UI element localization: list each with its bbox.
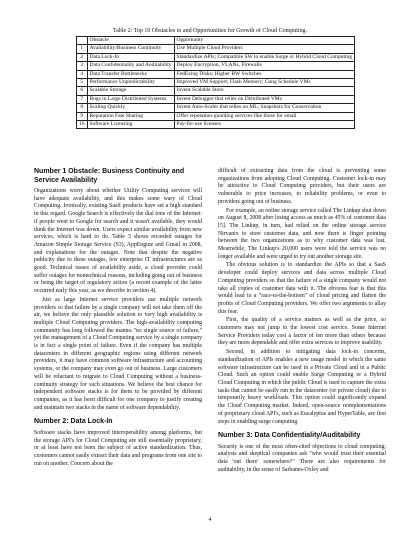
row-obstacle: Software Licensing <box>87 120 174 128</box>
row-number: 3 <box>77 62 88 70</box>
paragraph: Just as large Internet service providers use multiple network providers so that failure by a single company will not take them off the air, we believe the only plausible solution to very high availability is multiple Cloud Computing providers. The high-availability computing community has long followed the mantra "no single source of failure," yet the management of a Cloud Computing service by a single company is in fact a single point of failure. Even if the company has multiple datacenters in different geographic regions using different network providers, it may have common software infrastructure and accounting systems, or the company may even go out of business. Large customers will be reluctant to migrate to Cloud Computing without a business-continuity strategy for such situations. We believe the best chance for independent software stacks is for them to be provided by different companies, as it has been difficult for one company to justify creating and maintain two stacks in the name of software dependability. <box>34 296 202 411</box>
table-row <box>77 87 355 95</box>
table-row <box>77 112 355 120</box>
section-heading-obstacle-1: Number 1 Obstacle: Business Continuity and Service Availability <box>34 168 185 184</box>
paragraph: The obvious solution is to standardize the APIs so that a SaaS developer could deploy services and data across multiple Cloud Computing providers so that the failure of a single company would not take all copies of customer data with it. The obvious fear is that this would lead to a "race-to-the-bottom" of cloud pricing and flatten the profits of Cloud Computing providers. We offer two arguments to allay this fear. <box>218 262 386 315</box>
row-obstacle: Availability/Business Continuity <box>87 45 174 53</box>
paragraph: Security is one of the most often-cited objections to cloud computing; analysts and skeptical companies ask "who would trust their essential data 'out there' somewhere?" There are also requirements for auditability, in the sense of Sarbanes-Oxley and <box>218 443 386 473</box>
row-number: 5 <box>77 78 88 86</box>
row-opportunity: Improved VM Support; Flash Memory; Gang Schedule VMs <box>174 78 354 86</box>
row-opportunity: Use Multiple Cloud Providers <box>174 45 354 53</box>
right-column <box>218 168 386 476</box>
table-caption: Table 2: Top 10 Obstacles to and Opportunities for Growth of Cloud Computing. <box>112 28 308 34</box>
row-obstacle: Reputation Fate Sharing <box>87 112 174 120</box>
header-number <box>77 37 88 45</box>
table-row <box>77 62 355 70</box>
header-opportunity: Opportunity <box>174 37 354 45</box>
row-number: 2 <box>77 53 88 61</box>
table-row <box>77 78 355 86</box>
paragraph: First, the quality of a service matters as well as the price, so customers may not jump to the lowest cost service. Some Internet Service Providers today cost a factor of ten more than others because they are more dependable and offer extra services to improve usability. <box>218 317 386 347</box>
row-number: 10 <box>77 120 88 128</box>
header-obstacle: Obstacle <box>87 37 174 45</box>
row-number: 9 <box>77 112 88 120</box>
paragraph: Software stacks have improved interoperability among platforms, but the storage API's for Cloud Computing are still essentially proprietary, or at least have not been the subject of active standardization. Thus, customers cannot easily extract their data and programs from one site to run on another. Concern about the <box>34 429 202 467</box>
table-row <box>77 120 355 128</box>
row-number: 7 <box>77 95 88 103</box>
paragraph: For example, an online storage service called The Linkup shut down on August 8, 2008 after losing access as much as 45% of customer data [5]. The Linkup, in turn, had relied on the online storage service Nirvanix to store customer data, and now there is finger pointing between the two organizations as to why customer data was lost. Meanwhile, The Linkup's 20,000 users were told the service was no longer available and were urged to try out another storage site. <box>218 207 386 260</box>
row-opportunity: Deploy Encryption, VLANs, Firewalls <box>174 62 354 70</box>
row-number: 6 <box>77 87 88 95</box>
row-opportunity: Standardize APIs; Compatible SW to enable Surge or Hybrid Cloud Computing <box>174 53 354 61</box>
row-obstacle: Bugs in Large Distributed Systems <box>87 95 174 103</box>
obstacles-table-body <box>77 37 355 129</box>
section-heading-obstacle-3: Number 3: Data Confidentiality/Auditability <box>218 432 361 440</box>
paragraph: Second, in addition to mitigating data lock-in concerns, standardization of APIs enables a new usage model in which the same software infrastructure can be used in a Private Cloud and in a Public Cloud. Such an option could enable Surge Computing or a Hybrid Cloud Computing in which the public Cloud is used to capture the extra tasks that cannot be easily run in the datacenter (or private cloud) due to temporarily heavy workloads. This option could significantly expand the Cloud Computing market. Indeed, open-source reimplementations of proprietary cloud API's, such as Eucalyptus and HyperTable, are first steps in enabling surge computing. <box>218 349 386 425</box>
table-header-row <box>77 37 355 45</box>
row-number: 4 <box>77 70 88 78</box>
table-row <box>77 70 355 78</box>
table-row <box>77 53 355 61</box>
table-row <box>77 95 355 103</box>
table-row <box>77 104 355 112</box>
row-number: 1 <box>77 45 88 53</box>
row-opportunity: Pay-for-use licenses <box>174 120 354 128</box>
table-row <box>77 45 355 53</box>
page-number: 4 <box>208 517 212 523</box>
row-obstacle: Scaling Quickly <box>87 104 174 112</box>
row-opportunity: Invent Scalable Store <box>174 87 354 95</box>
row-opportunity: Invent Debugger that relies on Distributed VMs <box>174 95 354 103</box>
row-opportunity: FedExing Disks; Higher BW Switches <box>174 70 354 78</box>
paragraph: Organizations worry about whether Utility Computing services will have adequate availability, and this makes some wary of Cloud Computing. Ironically, existing SaaS products have set a high standard in this regard. Google Search is effectively the dial tone of the Internet: if people went to Google for search and it wasn't available, they would think the Internet was down. Users expect similar availability from new services, which is hard to do. Table 3 shows recorded outages for Amazon Simple Storage Service (S3), AppEngine and Gmail in 2008, and explanations for the outages. Note that despite the negative publicity due to these outages, few enterprise IT infrastructures are as good. Technical issues of availability aside, a cloud provider could suffer outages for nontechnical reasons, including going out of business or being the target of regulatory action (a recent example of the latter occurred early this year, as we describe in section 4). <box>34 188 202 295</box>
row-opportunity: Invent Auto-Scaler that relies on ML; Snapshots for Conservation <box>174 104 354 112</box>
row-obstacle: Data Lock-In <box>87 53 174 61</box>
obstacles-table <box>76 36 355 129</box>
section-heading-obstacle-2: Number 2: Data Lock-In <box>34 418 113 426</box>
paragraph: difficult of extracting data from the cloud is preventing some organizations from adopting Cloud Computing. Customer lock-in may be attractive to Cloud Computing providers, but their users are vulnerable to price increases, to reliability problems, or even to providers going out of business. <box>218 168 386 205</box>
row-obstacle: Performance Unpredictability <box>87 78 174 86</box>
row-obstacle: Data Confidentiality and Auditability <box>87 62 174 70</box>
row-number: 8 <box>77 104 88 112</box>
left-column <box>34 168 202 469</box>
row-obstacle: Data Transfer Bottlenecks <box>87 70 174 78</box>
row-obstacle: Scalable Storage <box>87 87 174 95</box>
row-opportunity: Offer reputation-guarding services like those for email <box>174 112 354 120</box>
